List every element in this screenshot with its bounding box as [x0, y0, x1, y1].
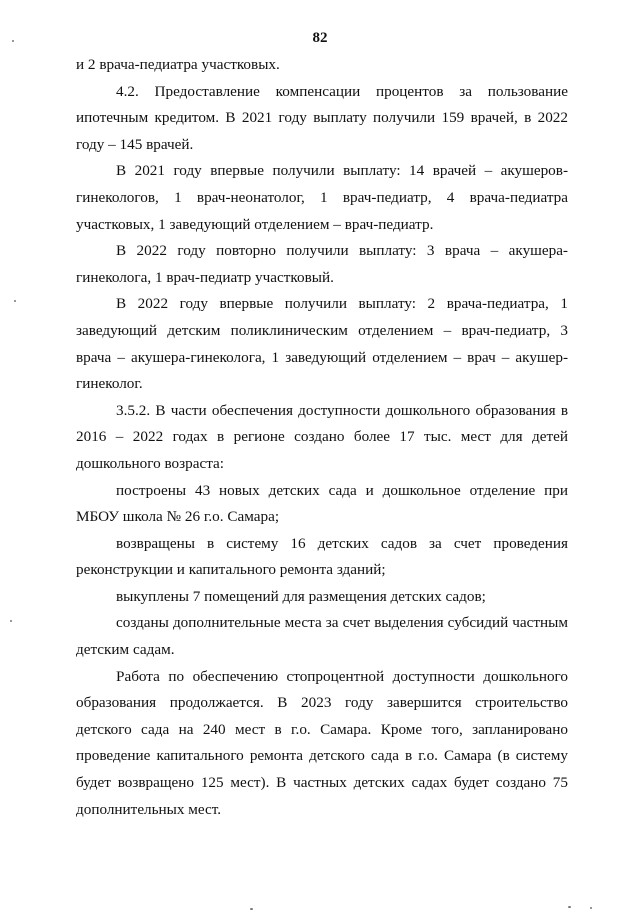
scan-speck	[568, 906, 571, 908]
paragraph-2022-first-payment: В 2022 году впервые получили выплату: 2 врача-педиатра, 1 заведующий детским поликлиническим отделением – врач-педиатр, 3 врача – акушера-гинеколога, 1 заведующий отделением – врач – акушер-гинеколог.	[76, 295, 568, 393]
document-body	[76, 52, 568, 823]
list-item-purchased: выкуплены 7 помещений для размещения детских садов;	[116, 587, 486, 605]
scan-speck	[12, 40, 14, 42]
paragraph-continuation: и 2 врача-педиатра участковых.	[76, 56, 280, 73]
list-item-returned: возвращены в систему 16 детских садов за счет проведения реконструкции и капитального ремонта зданий;	[76, 534, 568, 579]
page-number: 82	[312, 30, 328, 46]
paragraph-2022-repeat-payment: В 2022 году повторно получили выплату: 3 врача – акушера-гинеколога, 1 врач-педиатр участковый.	[76, 242, 568, 286]
paragraph-mortgage-compensation: 4.2. Предоставление компенсации процентов за пользование ипотечным кредитом. В 2021 году выплату получили 159 врачей, в 2022 году – 145 врачей.	[76, 82, 568, 153]
paragraph-preschool-access: 3.5.2. В части обеспечения доступности дошкольного образования в 2016 – 2022 годах в регионе создано более 17 тыс. мест для детей дошкольного возраста:	[76, 401, 568, 472]
list-item-built: построены 43 новых детских сада и дошкольное отделение при МБОУ школа № 26 г.о. Самара;	[76, 481, 568, 526]
scan-speck	[14, 300, 16, 302]
paragraph-2021-first-payment: В 2021 году впервые получили выплату: 14 врачей – акушеров-гинекологов, 1 врач-неонатолог, 1 врач-педиатр, 4 врача-педиатра участковых, 1 заведующий отделением – врач-педиатр.	[76, 162, 568, 233]
scan-speck	[250, 908, 253, 910]
scan-speck	[10, 620, 12, 622]
paragraph-work-continues: Работа по обеспечению стопроцентной доступности дошкольного образования продолжается. В 2023 году завершится строительство детского сада на 240 мест в г.о. Самара. Кроме того, запланировано проведение капитального ремонта детского сада в г.о. Самара (в систему будет возвращено 125 мест). В частных детских садах будет создано 75 дополнительных мест.	[76, 667, 568, 818]
list-item-subsidies: созданы дополнительные места за счет выделения субсидий частным детским садам.	[76, 614, 568, 659]
scan-speck	[590, 907, 592, 909]
